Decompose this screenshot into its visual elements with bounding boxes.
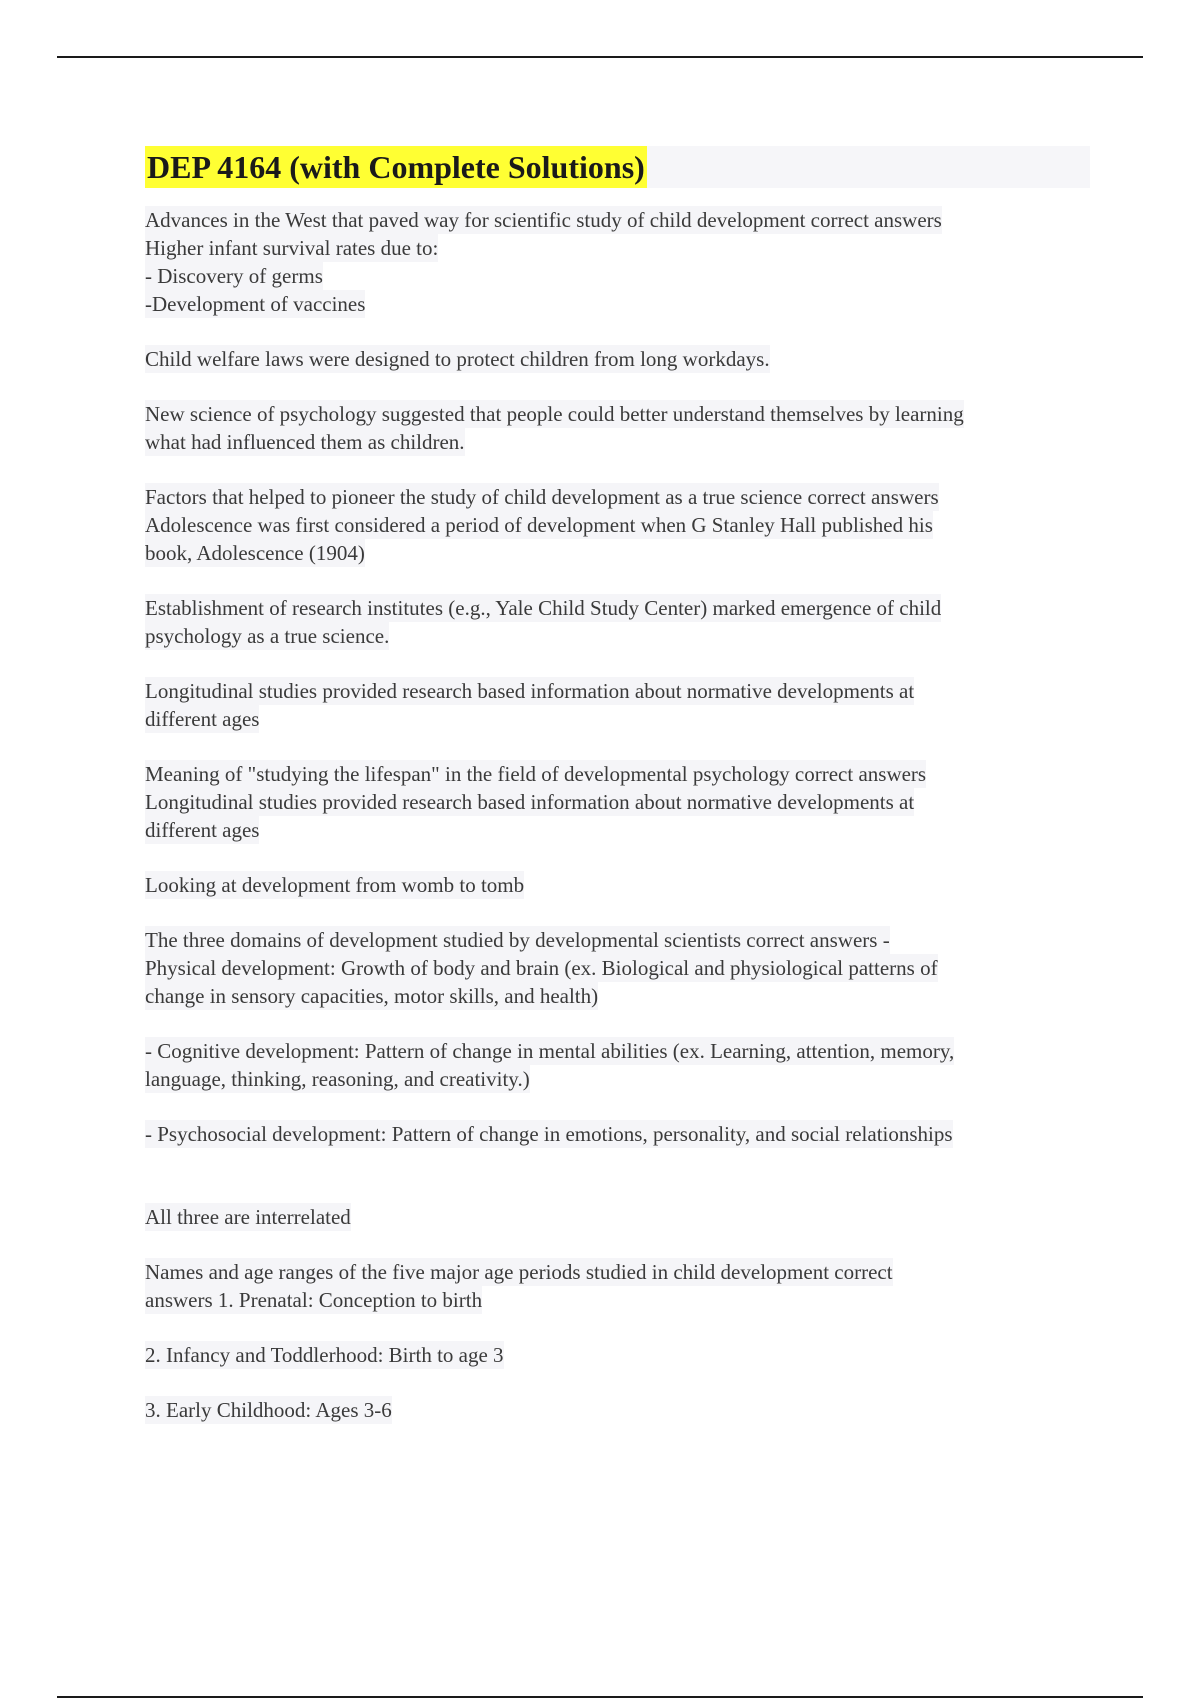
text-line: what had influenced them as children. — [145, 430, 465, 454]
paragraph — [145, 206, 1090, 318]
document-title: DEP 4164 (with Complete Solutions) — [145, 146, 647, 188]
text-line: 3. Early Childhood: Ages 3-6 — [145, 1398, 392, 1422]
paragraph — [145, 1203, 1090, 1231]
text-line: Establishment of research institutes (e.g., Yale Child Study Center) marked emergence of child — [145, 596, 942, 620]
paragraph — [145, 483, 1090, 567]
text-line: Physical development: Growth of body and brain (ex. Biological and physiological patterns of — [145, 956, 938, 980]
bottom-rule — [57, 1696, 1143, 1698]
paragraph — [145, 760, 1090, 844]
paragraph — [145, 1341, 1090, 1369]
paragraph — [145, 1396, 1090, 1424]
text-line: New science of psychology suggested that people could better understand themselves by learning — [145, 402, 964, 426]
text-line: - Psychosocial development: Pattern of change in emotions, personality, and social relationships — [145, 1122, 953, 1146]
text-line: - Cognitive development: Pattern of change in mental abilities (ex. Learning, attention, memory, — [145, 1039, 955, 1063]
text-line: - Discovery of germs — [145, 264, 323, 288]
text-line: All three are interrelated — [145, 1205, 351, 1229]
text-line: Adolescence was first considered a period of development when G Stanley Hall published his — [145, 513, 933, 537]
text-line: Advances in the West that paved way for scientific study of child development correct answers — [145, 208, 942, 232]
text-line: different ages — [145, 818, 260, 842]
text-line: -Development of vaccines — [145, 292, 366, 316]
text-line: Child welfare laws were designed to protect children from long workdays. — [145, 347, 770, 371]
text-line: Factors that helped to pioneer the study of child development as a true science correct answers — [145, 485, 939, 509]
text-line: change in sensory capacities, motor skills, and health) — [145, 984, 599, 1008]
text-line: Meaning of "studying the lifespan" in the field of developmental psychology correct answers — [145, 762, 927, 786]
paragraph — [145, 871, 1090, 899]
paragraph — [145, 594, 1090, 650]
text-line: book, Adolescence (1904) — [145, 541, 365, 565]
text-line: Looking at development from womb to tomb — [145, 873, 525, 897]
text-line: 2. Infancy and Toddlerhood: Birth to age 3 — [145, 1343, 504, 1367]
top-rule — [57, 56, 1143, 58]
paragraph-list — [145, 206, 1090, 1424]
text-line: The three domains of development studied by developmental scientists correct answers - — [145, 928, 890, 952]
text-line: psychology as a true science. — [145, 624, 390, 648]
text-line: language, thinking, reasoning, and creativity.) — [145, 1067, 530, 1091]
text-line: answers 1. Prenatal: Conception to birth — [145, 1288, 483, 1312]
text-line: different ages — [145, 707, 260, 731]
text-line: Longitudinal studies provided research based information about normative developments at — [145, 679, 915, 703]
paragraph — [145, 345, 1090, 373]
paragraph — [145, 1258, 1090, 1314]
paragraph — [145, 1120, 1090, 1148]
paragraph — [145, 926, 1090, 1010]
title-bar — [145, 146, 1090, 188]
text-line: Names and age ranges of the five major age periods studied in child development correct — [145, 1260, 893, 1284]
paragraph — [145, 1037, 1090, 1093]
paragraph — [145, 400, 1090, 456]
text-line: Higher infant survival rates due to: — [145, 236, 439, 260]
text-line: Longitudinal studies provided research based information about normative developments at — [145, 790, 915, 814]
document-body — [145, 146, 1090, 1451]
paragraph — [145, 677, 1090, 733]
